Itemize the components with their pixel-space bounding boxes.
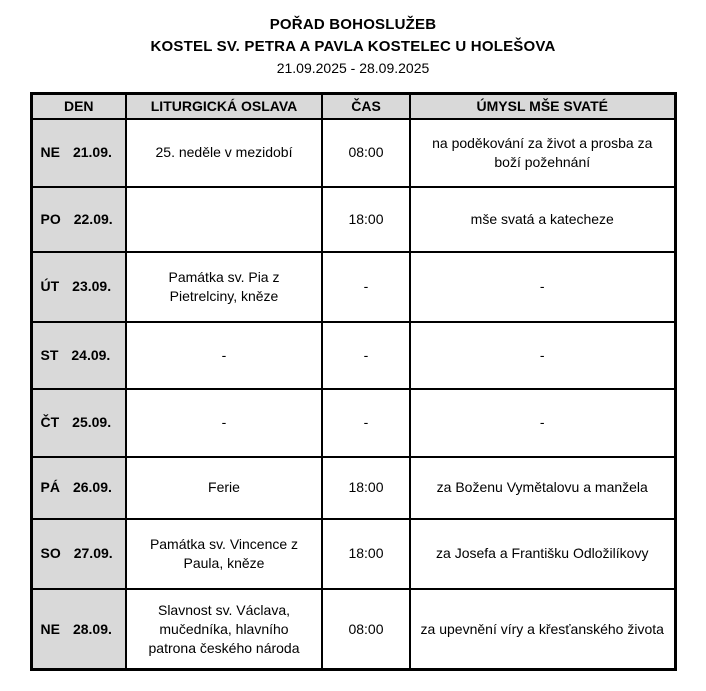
day-date: 25.09. (72, 414, 112, 431)
table-row (31, 322, 675, 389)
day-date: 28.09. (72, 620, 112, 637)
schedule-table (30, 92, 677, 671)
day-cell (31, 187, 126, 252)
celebration-cell: - (126, 322, 322, 389)
table-row (31, 252, 675, 322)
intention-cell: na poděkování za život a prosba za boží požehnání (410, 119, 675, 187)
table-row (31, 187, 675, 252)
celebration-cell (126, 187, 322, 252)
day-cell (31, 322, 126, 389)
table-row (31, 457, 675, 519)
day-abbrev: ÚT (40, 278, 60, 295)
celebration-cell: Slavnost sv. Václava, mučedníka, hlavního patrona českého národa (126, 589, 322, 670)
day-cell (31, 389, 126, 457)
day-cell (31, 457, 126, 519)
time-cell: - (322, 322, 410, 389)
time-cell: 18:00 (322, 187, 410, 252)
celebration-cell: 25. neděle v mezidobí (126, 119, 322, 187)
page-title: POŘAD BOHOSLUŽEB (269, 16, 437, 33)
day-cell (31, 252, 126, 322)
header-row (31, 94, 675, 119)
day-cell (31, 589, 126, 670)
table-row (31, 119, 675, 187)
day-abbrev: NE (40, 620, 60, 637)
time-cell: 18:00 (322, 519, 410, 589)
celebration-cell: Památka sv. Vincence z Paula, kněze (126, 519, 322, 589)
table-row (31, 519, 675, 589)
day-date: 24.09. (71, 346, 111, 363)
day-cell (31, 119, 126, 187)
time-cell: - (322, 252, 410, 322)
day-date: 22.09. (73, 210, 113, 227)
day-date: 27.09. (73, 545, 113, 562)
day-date: 26.09. (72, 479, 112, 496)
intention-cell: za upevnění víry a křesťanského života (410, 589, 675, 670)
intention-cell: za Boženu Vymětalovu a manžela (410, 457, 675, 519)
day-abbrev: SO (40, 545, 61, 562)
date-range: 21.09.2025 - 28.09.2025 (276, 60, 430, 76)
intention-cell: - (410, 322, 675, 389)
header-day: DEN (31, 94, 126, 119)
church-name: KOSTEL SV. PETRA A PAVLA KOSTELEC U HOLEŠOVA (150, 38, 556, 55)
day-abbrev: ČT (40, 414, 60, 431)
header-intention: ÚMYSL MŠE SVATÉ (410, 94, 675, 119)
intention-cell: mše svatá a katecheze (410, 187, 675, 252)
day-date: 23.09. (72, 278, 112, 295)
time-cell: - (322, 389, 410, 457)
day-date: 21.09. (72, 144, 112, 161)
day-abbrev: ST (40, 346, 59, 363)
day-cell (31, 519, 126, 589)
header-time: ČAS (322, 94, 410, 119)
celebration-cell: Památka sv. Pia z Pietrelciny, kněze (126, 252, 322, 322)
intention-cell: - (410, 389, 675, 457)
intention-cell: - (410, 252, 675, 322)
time-cell: 08:00 (322, 119, 410, 187)
day-abbrev: PÁ (40, 479, 60, 496)
intention-cell: za Josefa a Františku Odložilíkovy (410, 519, 675, 589)
table-row (31, 589, 675, 670)
celebration-cell: Ferie (126, 457, 322, 519)
header-celebration: LITURGICKÁ OSLAVA (126, 94, 322, 119)
document-header (0, 16, 706, 76)
day-abbrev: NE (40, 144, 60, 161)
time-cell: 18:00 (322, 457, 410, 519)
time-cell: 08:00 (322, 589, 410, 670)
table-row (31, 389, 675, 457)
day-abbrev: PO (40, 210, 61, 227)
celebration-cell: - (126, 389, 322, 457)
